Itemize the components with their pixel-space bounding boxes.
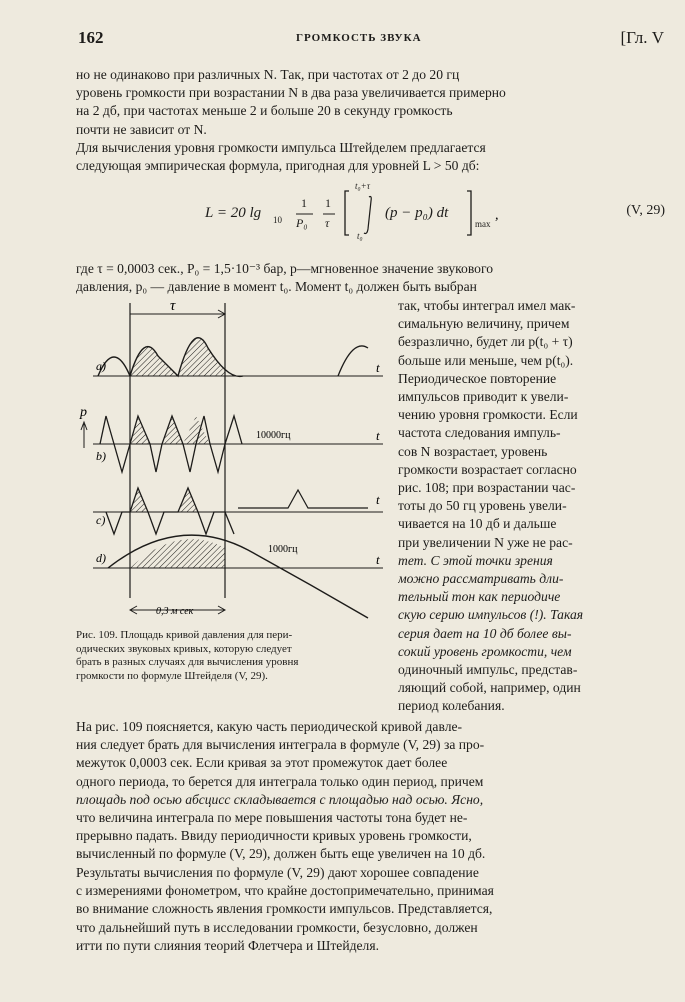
text-line: во внимание сложность явления громкости импульсов. Представляется, [76, 901, 493, 917]
freq-label-b: 10000гц [256, 430, 291, 441]
curve-d [108, 535, 368, 618]
area-d [130, 539, 225, 568]
text-line: сокий уровень громкости, чем [398, 643, 572, 659]
text-line: что величина интеграла по мере повышения частоты тона будет не- [76, 810, 468, 826]
t-axis-label: t [376, 492, 380, 507]
page-header [78, 28, 664, 48]
text-line: почти не зависит от N. [76, 121, 207, 137]
text-line: с измерениями фонометром, что крайне достопримечательно, принимая [76, 883, 494, 899]
curve-c-tail [238, 490, 368, 508]
formula-integrand: (p − p₀) dt [385, 205, 449, 221]
text-line: уровень громкости при возрастании N в два раза увеличивается примерно [76, 85, 506, 101]
text-line: но не одинаково при различных N. Так, при частотах от 2 до 20 гц [76, 67, 460, 82]
right-column-text [398, 297, 666, 716]
text-line: рис. 108; при возрастании час- [398, 480, 576, 496]
formula-max-subscript: max [475, 219, 491, 229]
text-line: чивается на 10 дб и дальше [398, 516, 557, 532]
text-line: серия дает на 10 дб более вы- [398, 625, 572, 641]
formula-symbols [205, 189, 505, 239]
comma: , [495, 208, 499, 223]
area-b1 [130, 416, 183, 444]
text-line: ния следует брать для вычисления интеграла в формуле (V, 29) за про- [76, 737, 485, 753]
caption-line: Рис. 109. Площадь кривой давления для пери- [76, 629, 293, 641]
duration-label: 0,3 м сек [156, 606, 194, 617]
text-line: можно рассматривать дли- [398, 571, 564, 587]
text-line: площадь под осью абсцисс складывается с площадью над осью. Ясно, [76, 791, 484, 807]
text-line: громкости возрастает согласно [398, 461, 577, 477]
freq-label-d: 1000гц [268, 544, 298, 555]
caption-line: одических звуковых кривых, которую следует [76, 642, 292, 655]
text-line: так, чтобы интеграл имел мак- [398, 298, 576, 313]
right-bracket [467, 191, 471, 235]
text-line: следующая эмпирическая формула, пригодная для уровней L > 50 дб: [76, 158, 480, 174]
text-line: на 2 дб, при частотах меньше 2 и больше 20 в секунду громкость [76, 103, 453, 119]
text-line: безразлично, будет ли p(t₀ + τ) [398, 334, 573, 350]
t-axis-label: t [376, 428, 380, 443]
label-d: d) [96, 551, 106, 565]
paragraph-1 [76, 66, 666, 139]
text-line: при увеличении N уже не рас- [398, 534, 573, 550]
formula-log-base: 10 [273, 215, 282, 225]
paragraph-4 [76, 718, 666, 864]
text-line: ляющий собой, например, один [398, 680, 581, 696]
formula-upper-limit: t₀+τ [355, 181, 370, 191]
text-line: где τ = 0,0003 сек., P₀ = 1,5·10⁻³ бар, p—мгновенное значение звукового [76, 261, 493, 276]
paragraph-5 [76, 864, 666, 955]
text-line: симальную величину, причем [398, 316, 570, 332]
text-line: Для вычисления уровня громкости импульса Штейделем предлагается [76, 140, 486, 155]
running-title: ГРОМКОСТЬ ЗВУКА [296, 32, 422, 44]
integral-sign [364, 197, 371, 234]
formula-number: (V, 29) [626, 203, 665, 218]
text-line: тет. С этой точки зрения [398, 552, 553, 568]
formula-v29 [205, 181, 665, 241]
curve-a-tail [338, 346, 368, 376]
paragraph-3 [76, 260, 666, 296]
chapter-ref: [Гл. V [620, 28, 664, 47]
formula-frac2-den: τ [325, 216, 330, 230]
text-line: частота следования импуль- [398, 425, 561, 441]
label-a: a) [96, 359, 106, 373]
text-line: На рис. 109 поясняется, какую часть периодической кривой давле- [76, 719, 463, 734]
text-line: вычисленный по формуле (V, 29), должен быть еще увеличен на 10 дб. [76, 846, 486, 862]
left-bracket [345, 191, 349, 235]
t-axis-label: t [376, 360, 380, 375]
t-axis-label: t [376, 552, 380, 567]
text-line: межуток 0,0003 сек. Если кривая за этот промежуток дает более [76, 755, 448, 771]
formula-frac2-num: 1 [325, 196, 331, 210]
paragraph-2 [76, 139, 666, 175]
page-number: 162 [78, 28, 104, 47]
text-line: импульсов приводит к увели- [398, 389, 569, 405]
caption-line: брать в разных случаях для вычисления уровня [76, 656, 299, 668]
figure-109 [78, 298, 393, 628]
text-line: период колебания. [398, 698, 505, 714]
text-line: сов N возрастает, уровень [398, 443, 548, 459]
label-c: c) [96, 513, 106, 527]
figure-caption [76, 629, 396, 683]
text-line: тельный тон как периодиче [398, 589, 561, 605]
formula-lower-limit: t₀ [357, 231, 363, 241]
text-line: чению уровня громкости. Если [398, 407, 578, 423]
curve-c [106, 488, 234, 534]
text-line: итти по пути слияния теорий Флетчера и Штейделя. [76, 937, 379, 953]
text-line: скую серию импульсов (!). Такая [398, 607, 584, 623]
text-line: одиночный импульс, представ- [398, 662, 578, 678]
text-line: что дальнейший путь в исследовании громкости, безусловно, должен [76, 919, 478, 935]
text-line: больше или меньше, чем p(t₀). [398, 352, 574, 368]
area-b2 [183, 416, 210, 444]
text-line: тоты до 50 гц уровень увели- [398, 498, 567, 514]
tau-label: τ [170, 298, 176, 314]
text-line: Результаты вычисления по формуле (V, 29) дают хорошее совпадение [76, 865, 479, 880]
text-line: прерывно падать. Ввиду периодичности кривых уровень громкости, [76, 828, 472, 844]
formula-lhs: L = 20 lg [205, 205, 262, 221]
text-line: Периодическое повторение [398, 370, 557, 386]
text-line: одного периода, то берется для интеграла только один период, причем [76, 773, 484, 789]
caption-line: громкости по формуле Штейделя (V, 29). [76, 669, 268, 682]
p-label: p [80, 405, 87, 420]
formula-frac1-num: 1 [301, 196, 307, 210]
area-a2 [178, 338, 225, 376]
label-b: b) [96, 449, 106, 463]
formula-frac1-den: P₀ [296, 216, 308, 230]
text-line: давления, p₀ — давление в момент t₀. Момент t₀ должен быть выбран [76, 279, 477, 295]
